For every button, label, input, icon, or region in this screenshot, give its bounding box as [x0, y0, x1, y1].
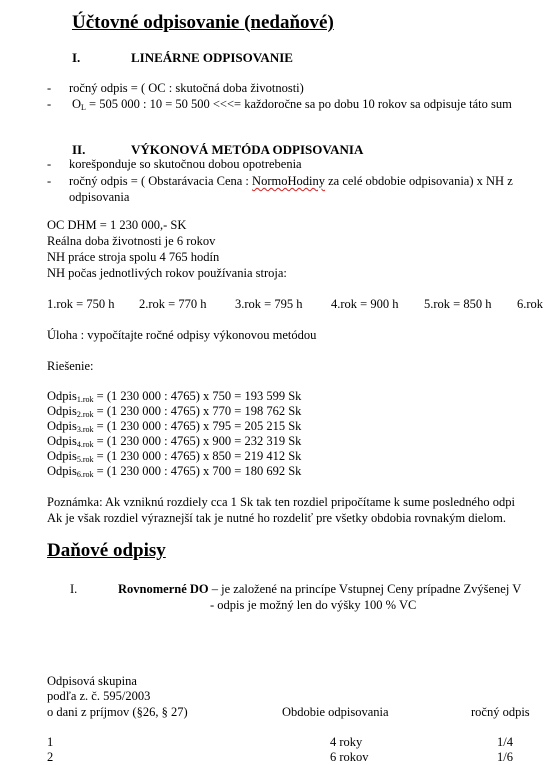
fact-line: OC DHM = 1 230 000,- SK — [47, 218, 187, 232]
table-cell-group: 2 — [47, 750, 54, 764]
year-hours: 2.rok = 770 h — [139, 297, 207, 311]
fact-line: NH počas jednotlivých rokov používania stroja: — [47, 266, 287, 280]
calc-line: Odpis$_{6.rok}$ = (1 230 000 : 4765) x 700 = 180 692 Sk — [47, 464, 302, 479]
section1-heading: LINEÁRNE ODPISOVANIE — [131, 50, 293, 65]
year-hours: 4.rok = 900 h — [331, 297, 399, 311]
table-cell-period: 4 roky — [330, 735, 363, 749]
bullet-dash: - — [47, 174, 52, 188]
section3-line1: Rovnomerné DO – je založené na princípe Vstupnej Ceny prípadne Zvýšenej V — [118, 582, 522, 596]
table-header-period: Obdobie odpisovania — [282, 705, 389, 719]
year-hours: 6.rok — [517, 297, 544, 311]
note-line: Poznámka: Ak vzniknú rozdiely cca 1 Sk tak ten rozdiel pripočítame k sume posledného odpi — [47, 495, 515, 509]
table-cell-rate: 1/4 — [497, 735, 513, 749]
calc-line: Odpis$_{5.rok}$ = (1 230 000 : 4765) x 850 = 219 412 Sk — [47, 449, 302, 464]
bullet-dash: - — [47, 81, 52, 95]
page-title: Účtovné odpisovanie (nedaňové) — [72, 12, 334, 33]
section1-bullet1: ročný odpis = ( OC : skutočná doba životnosti) — [69, 81, 304, 95]
calc-line: Odpis$_{3.rok}$ = (1 230 000 : 4765) x 795 = 205 215 Sk — [47, 419, 302, 434]
task-text: Úloha : vypočítajte ročné odpisy výkonovou metódou — [47, 328, 317, 342]
table-header-rate: ročný odpis — [471, 705, 530, 719]
fact-line: NH práce stroja spolu 4 765 hodín — [47, 250, 220, 264]
section-title-tax: Daňové odpisy — [47, 540, 166, 561]
bullet-dash: - — [47, 157, 52, 171]
table-cell-rate: 1/6 — [497, 750, 513, 764]
note-line: Ak je však rozdiel výraznejší tak je nutné ho rozdeliť pre všetky obdobia rovnakým dielom. — [47, 511, 507, 525]
table-header-tax: o dani z príjmov (§26, § 27) — [47, 705, 188, 719]
section2-bullet2-cont: odpisovania — [69, 190, 130, 204]
calc-line: Odpis$_{2.rok}$ = (1 230 000 : 4765) x 770 = 198 762 Sk — [47, 404, 302, 419]
calc-line: Odpis$_{4.rok}$ = (1 230 000 : 4765) x 900 = 232 319 Sk — [47, 434, 302, 449]
bullet-dash: - — [47, 97, 52, 111]
table-cell-period: 6 rokov — [330, 750, 369, 764]
section3-number: I. — [70, 582, 78, 596]
section3-line2: - odpis je možný len do výšky 100 % VC — [210, 598, 417, 612]
table-cell-group: 1 — [47, 735, 54, 749]
table-header-law: podľa z. č. 595/2003 — [47, 689, 151, 703]
calc-line: Odpis$_{1.rok}$ = (1 230 000 : 4765) x 750 = 193 599 Sk — [47, 389, 302, 404]
fact-line: Reálna doba životnosti je 6 rokov — [47, 234, 216, 248]
table-header-group: Odpisová skupina — [47, 674, 137, 688]
year-hours: 5.rok = 850 h — [424, 297, 492, 311]
year-hours: 1.rok = 750 h — [47, 297, 115, 311]
section2-number: II. — [72, 142, 86, 157]
section1-number: I. — [72, 50, 81, 65]
section2-heading: VÝKONOVÁ METÓDA ODPISOVANIA — [131, 142, 364, 157]
section2-bullet1: korešponduje so skutočnou dobou opotrebenia — [69, 157, 302, 171]
section1-bullet2: $O_L = 505$ 000 : 10 = 50 500 <<<= každoročne sa po dobu 10 rokov sa odpisuje táto sum — [72, 97, 512, 112]
year-hours: 3.rok = 795 h — [235, 297, 303, 311]
section2-bullet2: ročný odpis = ( Obstarávacia Cena : NormoHodiny za celé obdobie odpisovania) x NH z — [69, 174, 513, 188]
solution-label: Riešenie: — [47, 359, 94, 373]
